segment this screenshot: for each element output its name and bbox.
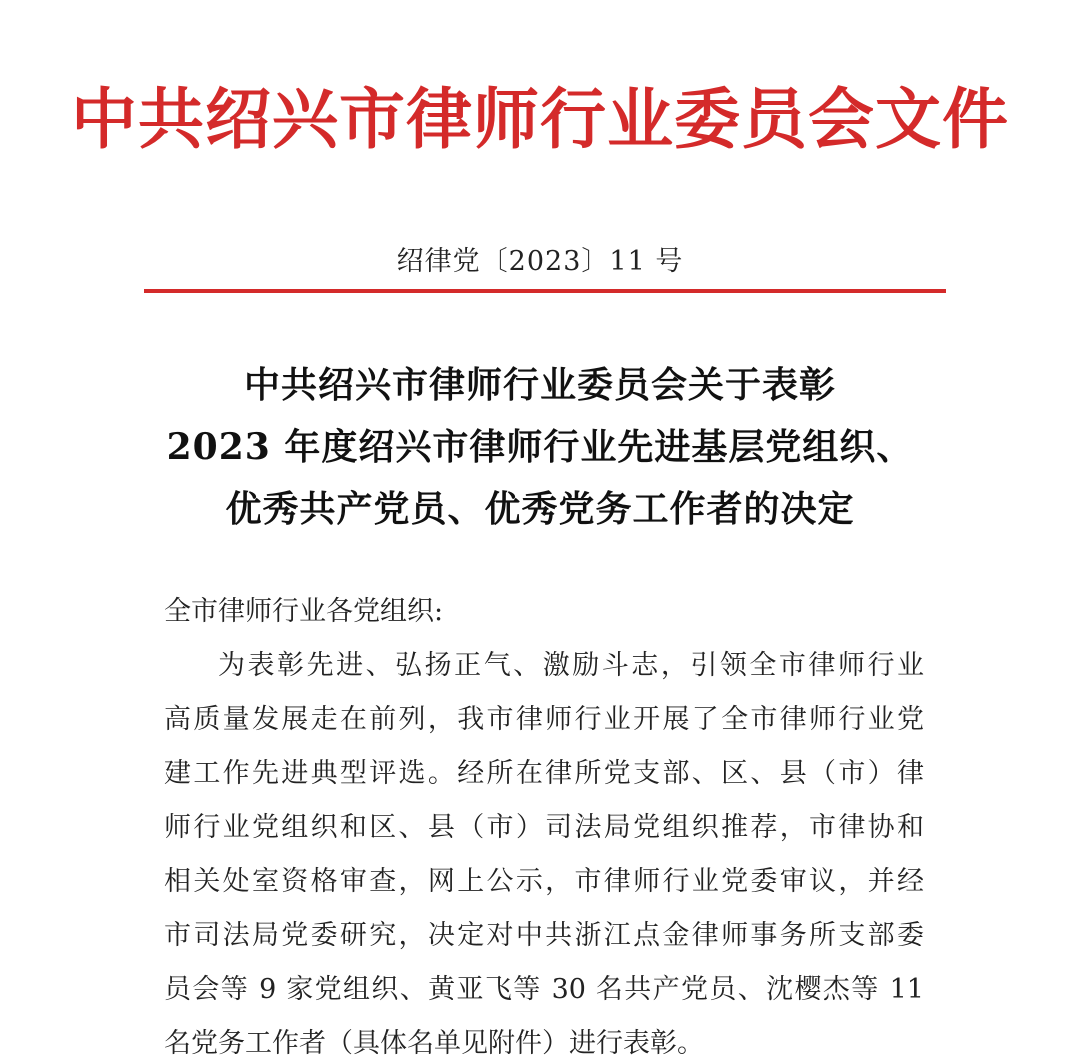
body-line-4: 师行业党组织和区、县（市）司法局党组织推荐，市律协和: [164, 812, 924, 843]
red-divider-line: [144, 289, 946, 293]
title-line-1: 中共绍兴市律师行业委员会关于表彰: [243, 364, 836, 406]
title-line-2: 2023 年度绍兴市律师行业先进基层党组织、: [166, 426, 914, 468]
body-line-6: 市司法局党委研究，决定对中共浙江点金律师事务所支部委: [164, 920, 924, 951]
document-number: 绍律党〔2023〕11 号: [396, 246, 684, 277]
body-line-3: 建工作先进典型评选。经所在律所党支部、区、县（市）律: [164, 758, 924, 789]
body-line-1: 为表彰先进、弘扬正气、激励斗志，引领全市律师行业: [218, 650, 924, 681]
salutation: 全市律师行业各党组织:: [164, 596, 444, 627]
title-line-3: 优秀共产党员、优秀党务工作者的决定: [225, 488, 855, 530]
body-line-2: 高质量发展走在前列，我市律师行业开展了全市律师行业党: [164, 704, 924, 735]
body-line-5: 相关处室资格审查，网上公示，市律师行业党委审议，并经: [164, 866, 924, 897]
body-line-7: 员会等 9 家党组织、黄亚飞等 30 名共产党员、沈樱杰等 11: [164, 974, 924, 1005]
issuer-title: 中共绍兴市律师行业委员会文件: [71, 81, 1009, 158]
body-line-8: 名党务工作者（具体名单见附件）进行表彰。: [164, 1028, 704, 1059]
document-title: [0, 354, 1080, 540]
